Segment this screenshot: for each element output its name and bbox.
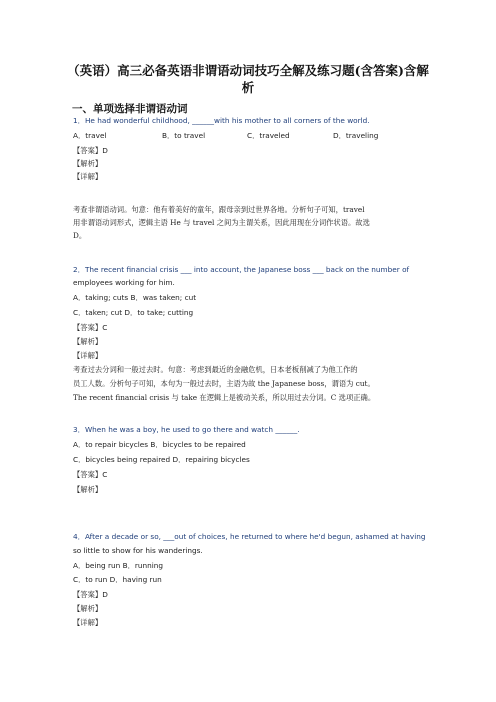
q3-analysis-label: 【解析】: [73, 485, 103, 494]
q2-answer: [73, 322, 107, 334]
document-title: [60, 62, 436, 96]
q4-answer: [73, 589, 108, 601]
question-3-stem: 3．When he was a boy, he used to go there and watch ______.: [73, 425, 300, 434]
q4-detail-label: 【详解】: [73, 618, 103, 627]
q4-options-line-2: C．to run D．having run: [73, 575, 162, 584]
answer-letter: D: [102, 590, 108, 599]
title-line-1: （英语）高三必备英语非谓语动词技巧全解及练习题(含答案)含解: [67, 63, 429, 78]
q4-options-line-1: A．being run B．running: [73, 561, 164, 570]
q2-explanation-line-2: 员工人数。分析句子可知，本句为一般过去时，主语为故 the Japanese boss，谓语为 cut。: [73, 379, 375, 388]
question-1-stem: 1．He had wonderful childhood, ______with his mother to all corners of the world.: [73, 116, 370, 125]
q2-analysis-label: 【解析】: [73, 337, 103, 346]
q2-options-line-1: A．taking; cuts B．was taken; cut: [73, 293, 197, 302]
title-line-2: 析: [241, 80, 255, 95]
q2-explanation-line-1: 考查过去分词和一般过去时。句意：考虑到最近的金融危机，日本老板削减了为他工作的: [73, 365, 358, 374]
answer-prefix: 【答案】: [73, 590, 103, 599]
q1-option-b: B．to travel: [162, 131, 206, 140]
answer-letter: C: [102, 323, 108, 332]
q1-analysis-label: 【解析】: [73, 159, 103, 168]
answer-letter: D: [102, 146, 108, 155]
answer-prefix: 【答案】: [73, 146, 103, 155]
q4-analysis-label: 【解析】: [73, 604, 103, 613]
q1-answer: [73, 145, 108, 157]
answer-prefix: 【答案】: [73, 323, 103, 332]
section-heading: 一、单项选择非谓语动词: [72, 103, 188, 115]
q1-option-d: D．traveling: [333, 131, 379, 140]
q1-explanation-line-3: D。: [73, 231, 87, 240]
q3-options-line-2: C．bicycles being repaired D．repairing bicycles: [73, 455, 250, 464]
question-4-stem-line-1: 4．After a decade or so, ___out of choices, he returned to where he'd begun, ashamed at having: [73, 532, 426, 541]
q1-explanation-line-1: 考查非谓语动词。句意：他有着美好的童年，跟母亲到过世界各地。分析句子可知，travel: [73, 205, 365, 214]
question-4-stem-line-2: so little to show for his wanderings.: [73, 546, 203, 555]
question-2-stem-line-2: employees working for him.: [73, 278, 175, 287]
answer-prefix: 【答案】: [73, 470, 103, 479]
q1-option-c: C．traveled: [247, 131, 290, 140]
answer-letter: C: [102, 470, 108, 479]
q3-answer: [73, 469, 107, 481]
q1-explanation-line-2: 用非谓语动词形式，逻辑主语 He 与 travel 之间为主谓关系，因此用现在分词作状语。故选: [73, 218, 370, 227]
q1-option-a: A．travel: [73, 131, 107, 140]
q1-detail-label: 【详解】: [73, 172, 103, 181]
q2-options-line-2: C．taken; cut D．to take; cutting: [73, 308, 194, 317]
question-2-stem-line-1: 2．The recent financial crisis ___ into account, the Japanese boss ___ back on the number of: [73, 265, 410, 274]
q3-options-line-1: A．to repair bicycles B．bicycles to be repaired: [73, 440, 246, 449]
q2-explanation-line-3: The recent financial crisis 与 take 在逻辑上是被动关系，所以用过去分词。C 选项正确。: [73, 393, 376, 402]
q2-detail-label: 【详解】: [73, 351, 103, 360]
